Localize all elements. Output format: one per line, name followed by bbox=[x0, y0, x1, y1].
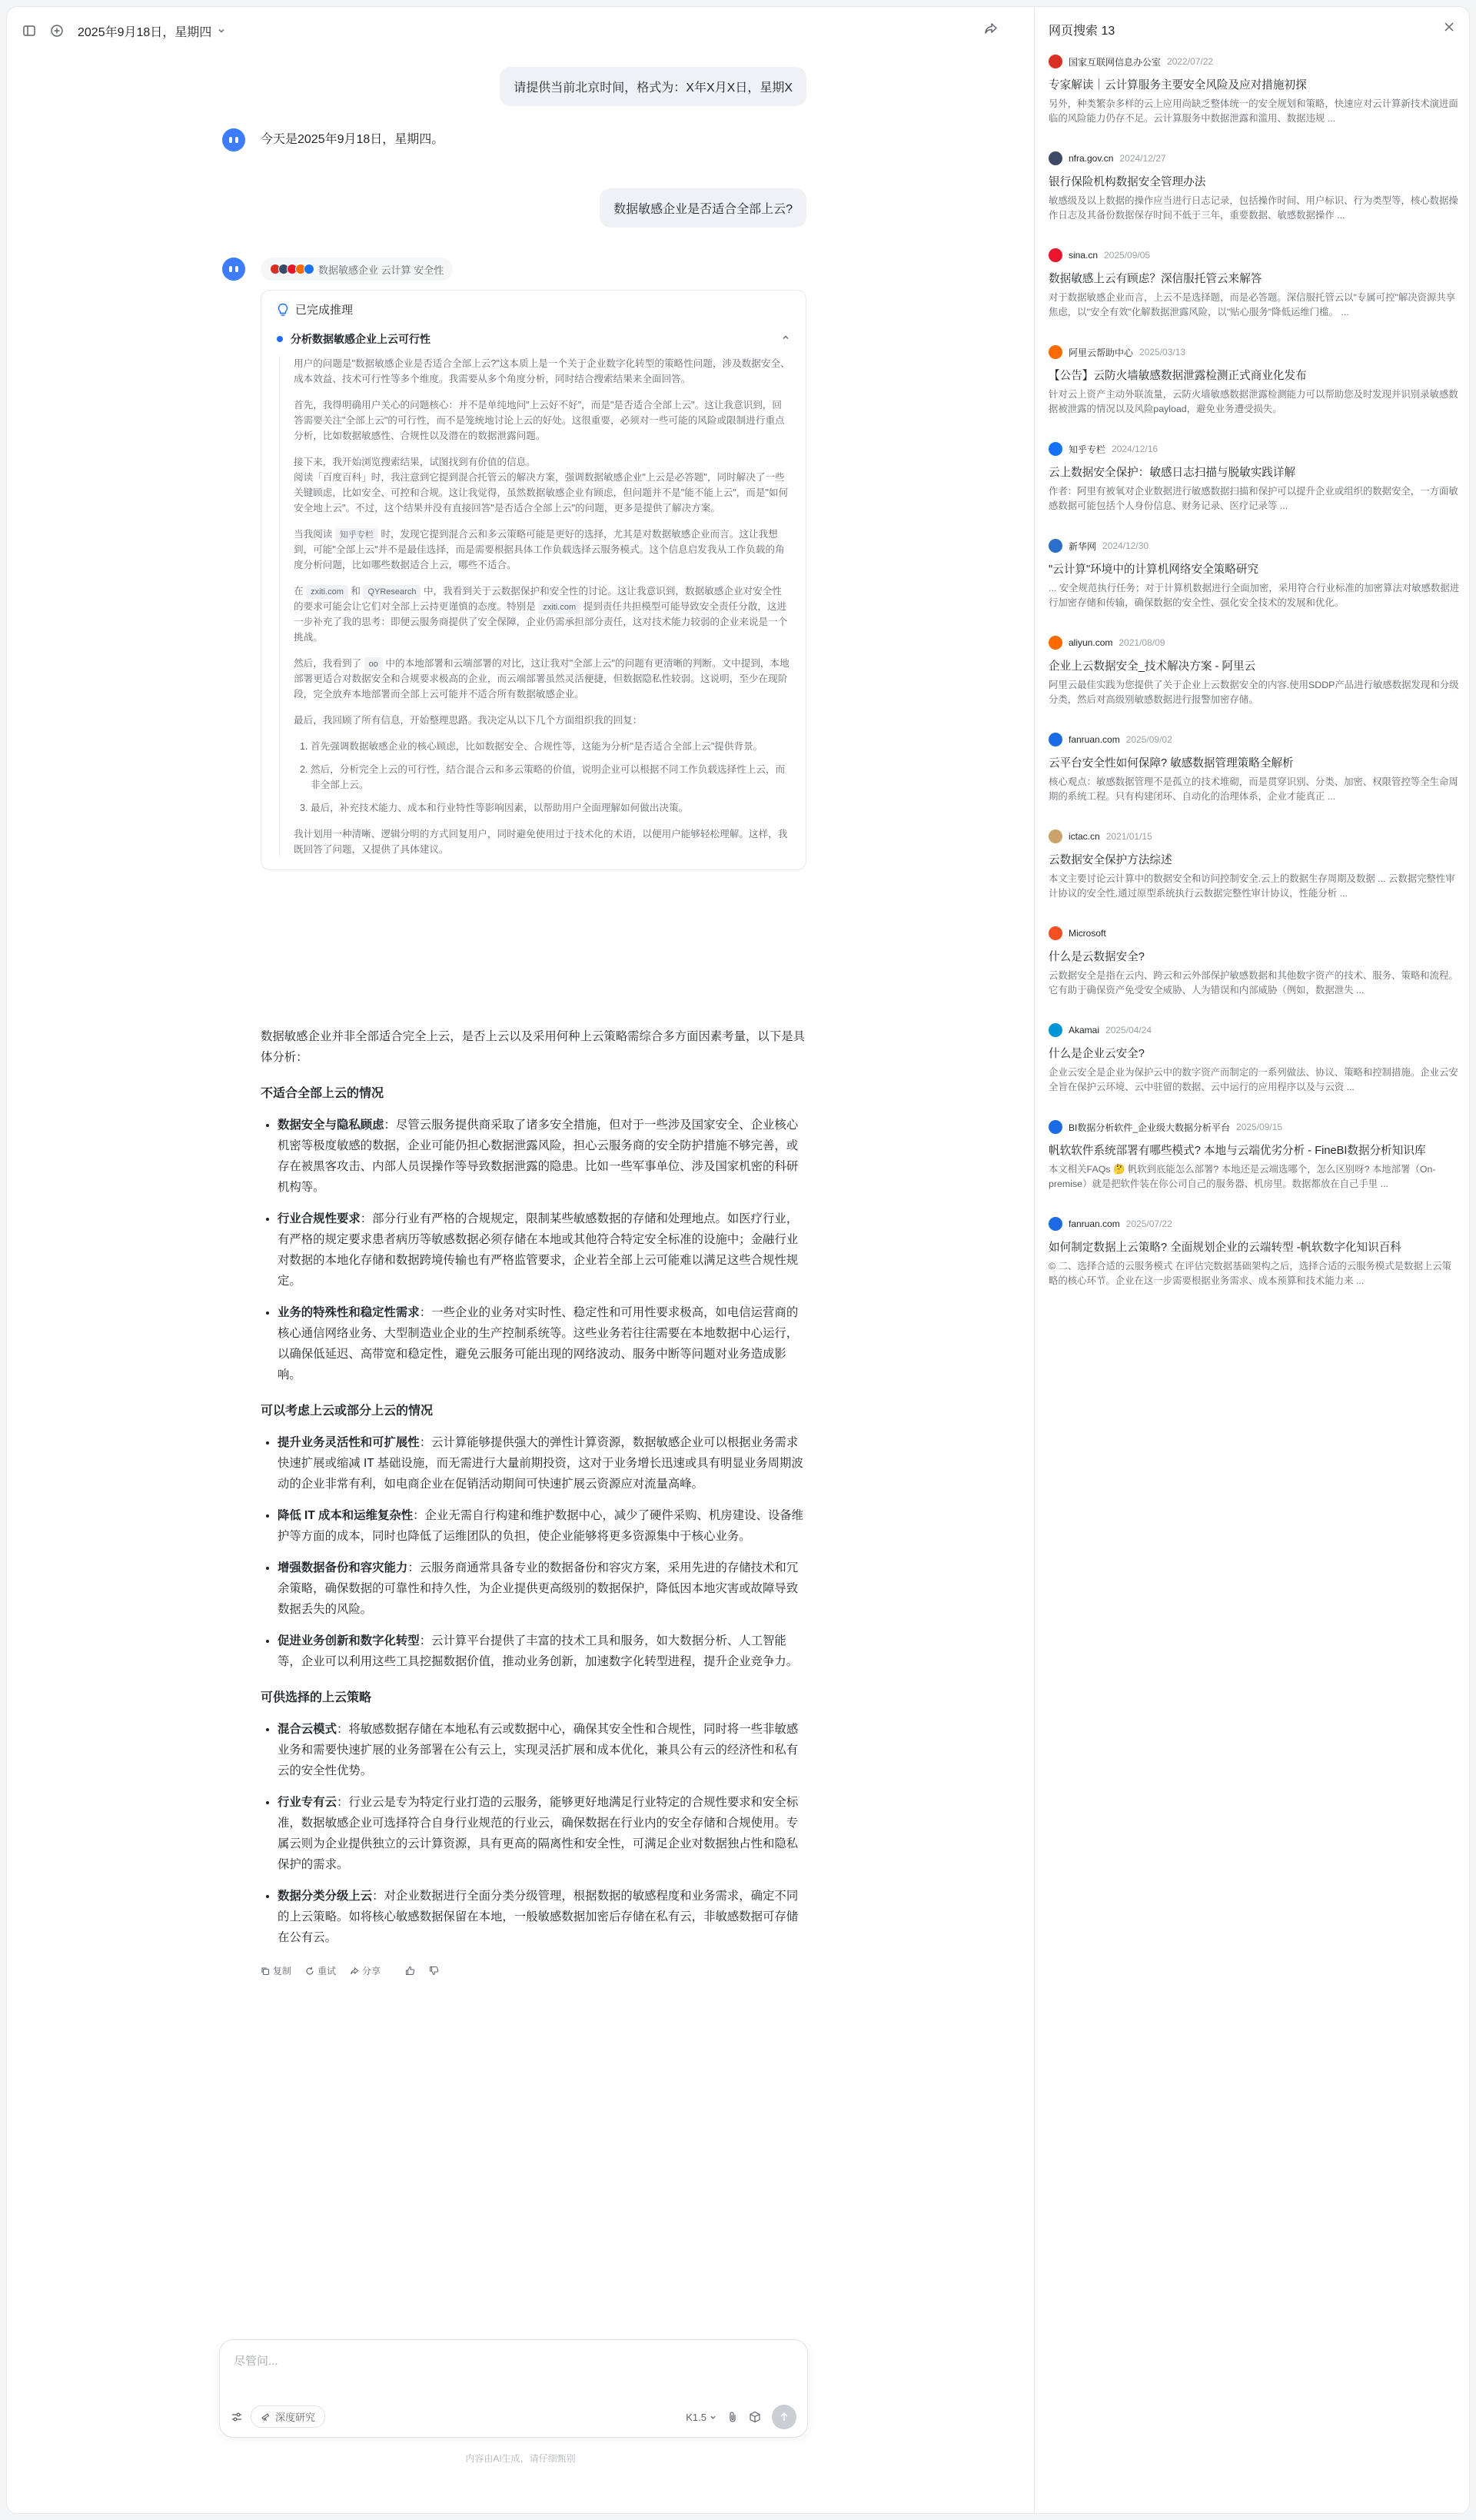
reasoning-plan-list bbox=[311, 739, 790, 816]
chat-input[interactable]: 尽管问... bbox=[234, 2355, 278, 2368]
reasoning-paragraph: 首先，我得明确用户关心的问题核心：并不是单纯地问"上云好不好"，而是"是否适合全部上云"。这让我意识到，回答需要关注"全部上云"的可行性，而不是笼统地讨论上云的好处。这很重要，必须对一些可能的风险或限制进行重点分析，比如数据敏感性、合规性以及潜在的数据泄露问题。 bbox=[294, 400, 785, 441]
result-date: 2025/07/22 bbox=[1125, 1218, 1172, 1229]
result-date: 2022/07/22 bbox=[1167, 56, 1214, 67]
model-name: K1.5 bbox=[686, 2411, 706, 2423]
result-site: 阿里云帮助中心 bbox=[1069, 347, 1134, 358]
result-meta bbox=[1049, 248, 1461, 262]
result-snippet: 核心观点：敏感数据管理不是孤立的技术堆砌，而是贯穿识别、分类、加密、权限管控等全生命周期的系统工程。只有构建闭环、自动化的治理体系，企业才能真正 ... bbox=[1049, 776, 1458, 802]
reasoning-step-title: 分析数据敏感企业上云可行性 bbox=[291, 333, 430, 345]
list-item bbox=[278, 1432, 806, 1494]
result-title[interactable]: 帆软软件系统部署有哪些模式? 本地与云端优劣分析 - FineBI数据分析知识库 bbox=[1049, 1145, 1426, 1157]
assistant-answer bbox=[261, 1026, 806, 1959]
search-result[interactable] bbox=[1049, 926, 1461, 998]
item-text: ：对企业数据进行全面分类分级管理，根据数据的敏感程度和业务需求，确定不同的上云策略。如将核心敏感数据保留在本地，一般敏感数据加密后存储在私有云，非敏感数据可存储在公有云。 bbox=[278, 1890, 799, 1944]
input-right-tools bbox=[686, 2405, 796, 2429]
list-item bbox=[278, 1115, 806, 1198]
result-date: 2024/12/30 bbox=[1102, 540, 1149, 551]
list-item: 2. 然后，分析完全上云的可行性，结合混合云和多云策略的价值，说明企业可以根据不同工作负载选择性上云，而非全部上云。 bbox=[311, 762, 790, 793]
item-term: 行业专有云 bbox=[278, 1796, 337, 1809]
item-text: ：企业无需自行构建和维护数据中心，减少了硬件采购、机房建设、设备维护等方面的成本，同时也降低了运维团队的负担，使企业能够将更多资源集中于核心业务。 bbox=[278, 1509, 804, 1543]
top-bar bbox=[7, 7, 1034, 55]
result-snippet: ... 安全规范执行任务；对于计算机数据进行全面加密，采用符合行业标准的加密算法对敏感数据进行加密存储和传输，确保数据的安全性、强化安全技术的发展和优化。 bbox=[1049, 583, 1460, 608]
result-snippet: 云数据安全是指在云内、跨云和云外部保护敏感数据和其他数字资产的技术、服务、策略和流程。它有助于确保资产免受安全威胁、人为错误和内部威胁（例如，数据泄失 ... bbox=[1049, 970, 1458, 996]
list-item bbox=[278, 1208, 806, 1292]
reasoning-paragraph bbox=[294, 583, 790, 645]
result-meta bbox=[1049, 1023, 1461, 1037]
list-item bbox=[278, 1505, 806, 1547]
site-favicon-icon bbox=[1049, 345, 1062, 359]
user-message-text: 请提供当前北京时间，格式为：X年X月X日，星期X bbox=[514, 81, 793, 95]
item-text: ：云服务商通常具备专业的数据备份和容灾方案，采用先进的存储技术和冗余策略，确保数据的可靠性和持久性，为企业提供更高级别的数据保护，降低因本地灾害或故障导致数据丢失的风险。 bbox=[278, 1561, 799, 1616]
send-button[interactable] bbox=[772, 2405, 796, 2429]
item-text: ：云计算平台提供了丰富的技术工具和服务，如大数据分析、人工智能等，企业可以利用这些工具挖掘数据价值，推动业务创新，加速数字化转型进程，提升企业竞争力。 bbox=[278, 1634, 799, 1668]
result-meta bbox=[1049, 151, 1461, 165]
retry-label: 重试 bbox=[317, 1966, 337, 1976]
search-result[interactable] bbox=[1049, 1217, 1461, 1288]
text: 和 bbox=[351, 586, 361, 597]
item-text: ：一些企业的业务对实时性、稳定性和可用性要求极高，如电信运营商的核心通信网络业务、大型制造业企业的生产控制系统等。这些业务若往往需要在本地数据中心运行，以确保低延迟、高带宽和稳定性，避免云服务可能出现的网络波动、服务中断等问题对业务造成影响。 bbox=[278, 1306, 799, 1381]
result-site: ictac.cn bbox=[1069, 831, 1100, 842]
chat-area bbox=[7, 55, 1034, 2438]
result-meta bbox=[1049, 539, 1461, 553]
telescope-icon bbox=[261, 2412, 271, 2422]
thumbs-down-button[interactable] bbox=[429, 1966, 439, 1976]
list-item bbox=[278, 1631, 806, 1672]
result-date: 2025/09/15 bbox=[1236, 1122, 1283, 1132]
site-favicon-icon bbox=[1049, 829, 1062, 843]
conversation-title[interactable] bbox=[78, 22, 225, 40]
refresh-icon bbox=[305, 1966, 314, 1976]
site-favicon-icon bbox=[1049, 442, 1062, 456]
item-term: 行业合规性要求 bbox=[278, 1212, 361, 1225]
disclaimer: 内容由AI生成，请仔细甄别 bbox=[465, 2453, 576, 2464]
result-site: fanruan.com bbox=[1069, 734, 1120, 745]
result-snippet: 针对云上资产主动外联流量，云防火墙敏感数据泄露检测能力可以帮助您及时发现并识别录敏感数据被泄露的情况以及风险payload，避免业务遭受损失。 bbox=[1049, 389, 1458, 414]
reasoning-paragraph bbox=[294, 656, 790, 702]
result-date: 2021/01/15 bbox=[1105, 831, 1152, 842]
result-meta bbox=[1049, 733, 1461, 746]
source-favicons bbox=[270, 264, 312, 274]
thumbs-up-button[interactable] bbox=[405, 1966, 415, 1976]
item-text: ：行业云是专为特定行业打造的云服务，能够更好地满足行业特定的合规性要求和安全标准，数据敏感企业可选择符合自身行业规范的行业云，确保数据在行业内的安全存储和合规使用。专属云则为企业提供独立的云计算资源，具有更高的隔离性和安全性，可满足企业对数据独占性和隐私保护的需求。 bbox=[278, 1796, 799, 1871]
cube-icon[interactable] bbox=[749, 2411, 761, 2423]
share-label: 分享 bbox=[362, 1966, 381, 1976]
result-title[interactable]: 什么是云数据安全? bbox=[1049, 951, 1145, 963]
item-text: ：将敏感数据存储在本地私有云或数据中心，确保其安全性和合规性，同时将一些非敏感业务和需要快速扩展的业务部署在公有云上，实现灵活扩展和成本优化，兼具公有云的经济性和私有云的安全性优势。 bbox=[278, 1723, 799, 1777]
new-chat-icon[interactable] bbox=[50, 24, 64, 38]
result-date: 2025/09/05 bbox=[1104, 250, 1151, 261]
result-site: 国家互联网信息办公室 bbox=[1069, 56, 1162, 68]
copy-icon bbox=[261, 1966, 270, 1976]
result-site: nfra.gov.cn bbox=[1069, 153, 1114, 164]
tools-icon[interactable] bbox=[231, 2411, 243, 2423]
chevron-down-icon bbox=[710, 2414, 716, 2421]
retry-button[interactable] bbox=[305, 1964, 336, 1977]
result-title[interactable]: 企业上云数据安全_技术解决方案 - 阿里云 bbox=[1049, 660, 1256, 673]
share-icon bbox=[350, 1966, 359, 1976]
item-term: 增强数据备份和容灾能力 bbox=[278, 1561, 408, 1574]
result-snippet: 本文相关FAQs 🤔 帆软到底能怎么部署? 本地还是云端选哪个，怎么区别呀? 本地部署（On-premise）就是把软件装在你公司自己的服务器、机房里。数据都放在自己手里 ... bbox=[1049, 1164, 1436, 1189]
text: 提到责任共担模型可能导致安全责任分散，这进一步补充了我的思考：即便云服务商提供了安全保障，企业仍需承担部分责任，这对技术能力较弱的企业来说是一个挑战。 bbox=[294, 601, 788, 643]
list-item: 1. 首先强调数据敏感企业的核心顾虑，比如数据安全、合规性等，这能为分析"是否适合全部上云"提供背景。 bbox=[311, 739, 790, 754]
copy-label: 复制 bbox=[273, 1966, 292, 1976]
assistant-message-text: 今天是2025年9月18日，星期四。 bbox=[261, 133, 444, 146]
result-site: 新华网 bbox=[1069, 540, 1097, 552]
item-term: 提升业务灵活性和可扩展性 bbox=[278, 1436, 420, 1449]
result-snippet: 作者：阿里有被氧对企业数据进行敏感数据扫描和保护可以提升企业或组织的数据安全，一方面敏感数据可能包括个人身份信息、财务记录、医疗记录等 ... bbox=[1049, 486, 1458, 511]
reasoning-body bbox=[279, 356, 790, 857]
section-heading: 可以考虑上云或部分上云的情况 bbox=[261, 1405, 434, 1418]
search-result[interactable] bbox=[1049, 1023, 1461, 1095]
site-favicon-icon bbox=[1049, 539, 1062, 553]
chevron-down-icon bbox=[218, 27, 225, 35]
sources-text: 数据敏感企业 云计算 安全性 bbox=[318, 264, 444, 276]
thumbs-up-icon bbox=[405, 1966, 415, 1976]
item-text: ：部分行业有严格的合规规定，限制某些敏感数据的存储和处理地点。如医疗行业，有严格的规定要求患者病历等敏感数据必须存储在本地或其他符合特定安全标准的设施中；金融行业对数据的本地化存储和数据跨境传输也有严格监管要求，企业若全部上云可能难以满足这些合规性规定。 bbox=[278, 1212, 799, 1288]
item-text: ：尽管云服务提供商采取了诸多安全措施，但对于一些涉及国家安全、企业核心机密等极度敏感的数据，企业可能仍担心数据泄露风险，担心云服务商的安全防护措施不够完善，或存在被黑客攻击、内部人员误操作等导致数据泄露的隐患。比如一些军事单位、涉及国家机密的科研机构等。 bbox=[278, 1119, 799, 1194]
result-site: fanruan.com bbox=[1069, 1218, 1120, 1229]
section-heading: 不适合全部上云的情况 bbox=[261, 1087, 384, 1100]
reasoning-paragraph: 最后，我回顾了所有信息，开始整理思路。我决定从以下几个方面组织我的回复： bbox=[294, 715, 643, 726]
section-list bbox=[278, 1115, 806, 1385]
text: 时，发现它提到混合云和多云策略可能是更好的选择，尤其是对数据敏感企业而言。这让我想到，可能"全部上云"并不是最佳选择，而是需要根据具体工作负载选择云服务模式。这个信息启发我从工作负载的角度分析问题，比如哪些数据适合上云，哪些不适合。 bbox=[294, 529, 785, 570]
reasoning-paragraph: 用户的问题是"数据敏感企业是否适合全部上云?"这本质上是一个关于企业数字化转型的策略性问题，涉及数据安全、成本效益、技术可行性等多个维度。我需要从多个角度分析，同时结合搜索结果来全面回答。 bbox=[294, 358, 790, 384]
search-result[interactable] bbox=[1049, 829, 1461, 901]
reasoning-title: 已完成推理 bbox=[295, 304, 354, 317]
search-result[interactable] bbox=[1049, 248, 1461, 320]
share-icon[interactable] bbox=[983, 21, 999, 36]
result-snippet: 敏感级及以上数据的操作应当进行日志记录，包括操作时间、用户标识、行为类型等，核心数据操作日志及其备份数据保存时间不低于三年，重要数据、敏感数据操作 ... bbox=[1049, 195, 1458, 221]
result-site: 知乎专栏 bbox=[1069, 444, 1106, 455]
result-title[interactable]: 云平台安全性如何保障? 敏感数据管理策略全解析 bbox=[1049, 757, 1294, 770]
result-meta bbox=[1049, 1120, 1461, 1134]
result-date: 2025/09/02 bbox=[1125, 734, 1172, 745]
source-citation-chip[interactable]: 知乎专栏 bbox=[335, 528, 378, 542]
result-snippet: 本文主要讨论云计算中的数据安全和访问控制安全.云上的数据生存周期及数据 ... 云数据完整性审计协议的安全性.通过原型系统执行云数据完整性审计协议，性能分析 ... bbox=[1049, 873, 1455, 899]
reasoning-paragraph: 我计划用一种清晰、逻辑分明的方式回复用户，同时避免使用过于技术化的术语，以便用户能够轻松理解。这样，我既回答了问题，又提供了具体建议。 bbox=[294, 829, 788, 855]
text: 中的本地部署和云端部署的对比，这让我对"全部上云"的问题有更清晰的判断。文中提到，本地部署更适合对数据安全和合规要求极高的企业，而云端部署虽然灵活便捷，但数据隐私性较弱。这说明，至少在现阶段，完全放弃本地部署而全部上云可能并不适合所有数据敏感企业。 bbox=[294, 658, 790, 700]
result-title[interactable]: 云数据安全保护方法综述 bbox=[1049, 854, 1172, 866]
result-site: Akamai bbox=[1069, 1025, 1100, 1036]
text: 在 bbox=[294, 586, 304, 597]
site-favicon-icon bbox=[1049, 248, 1062, 262]
list-item bbox=[278, 1302, 806, 1385]
section-heading: 可供选择的上云策略 bbox=[261, 1691, 372, 1704]
chat-column bbox=[222, 55, 806, 2361]
result-meta bbox=[1049, 1217, 1461, 1231]
source-citation-chip[interactable]: zxiti.com bbox=[538, 600, 580, 614]
assistant-avatar bbox=[222, 128, 245, 151]
deep-research-button[interactable] bbox=[251, 2405, 325, 2428]
panel-title: 网页搜索 13 bbox=[1049, 25, 1115, 38]
item-term: 促进业务创新和数字化转型 bbox=[278, 1634, 420, 1647]
share-button[interactable] bbox=[350, 1964, 381, 1977]
result-title[interactable]: 云上数据安全保护：敏感日志扫描与脱敏实践详解 bbox=[1049, 467, 1296, 479]
model-selector[interactable] bbox=[686, 2412, 716, 2423]
result-title[interactable]: 专家解读｜云计算服务主要安全风险及应对措施初探 bbox=[1049, 79, 1307, 91]
result-meta bbox=[1049, 829, 1461, 843]
chevron-up-icon bbox=[781, 333, 790, 342]
step-dot bbox=[277, 336, 283, 342]
result-title[interactable]: 【公告】云防火墙敏感数据泄露检测正式商业化发布 bbox=[1049, 370, 1307, 382]
user-message bbox=[500, 67, 806, 106]
result-title[interactable]: 银行保险机构数据安全管理办法 bbox=[1049, 176, 1206, 188]
result-title[interactable]: 什么是企业云安全? bbox=[1049, 1048, 1145, 1060]
sources-chip[interactable] bbox=[261, 258, 453, 281]
item-text: ：云计算能够提供强大的弹性计算资源，数据敏感企业可以根据业务需求快速扩展或缩减 IT 基础设施，而无需进行大量前期投资，这对于业务增长迅速或具有明显业务周期波动的企业非常有利，如电商企业在促销活动期间可快速扩展云资源应对流量高峰。 bbox=[278, 1436, 803, 1491]
list-item: 3. 最后，补充技术能力、成本和行业特性等影响因素，以帮助用户全面理解如何做出决策。 bbox=[311, 800, 790, 816]
search-result[interactable] bbox=[1049, 442, 1461, 514]
input-left-tools bbox=[231, 2405, 325, 2428]
site-favicon-icon bbox=[1049, 733, 1062, 746]
result-date: 2024/12/16 bbox=[1112, 444, 1159, 454]
text: 然后，我看到了 bbox=[294, 658, 362, 669]
list-item bbox=[278, 1558, 806, 1620]
lightbulb-icon bbox=[277, 303, 289, 317]
search-result[interactable] bbox=[1049, 1120, 1461, 1192]
result-site: BI数据分析软件_企业级大数据分析平台 bbox=[1069, 1122, 1231, 1133]
section-list bbox=[278, 1432, 806, 1672]
site-favicon-icon bbox=[1049, 1120, 1062, 1134]
text: 中，我看到关于云数据保护和安全性的讨论。这让我意识到，数据敏感企业对安全性的要求可能会让它们对全部上云持更谨慎的态度。特别是 bbox=[294, 586, 782, 612]
result-meta bbox=[1049, 636, 1461, 650]
item-term: 混合云模式 bbox=[278, 1723, 337, 1736]
sidebar-toggle-icon[interactable] bbox=[22, 24, 36, 38]
result-meta bbox=[1049, 442, 1461, 456]
close-icon[interactable] bbox=[1443, 21, 1455, 33]
result-meta bbox=[1049, 55, 1461, 68]
result-date: 2025/04/24 bbox=[1105, 1025, 1152, 1036]
result-date: 2024/12/27 bbox=[1119, 153, 1166, 164]
search-result[interactable] bbox=[1049, 345, 1461, 417]
app-window bbox=[6, 6, 1470, 2514]
deep-research-label: 深度研究 bbox=[275, 2412, 316, 2423]
reasoning-header[interactable] bbox=[277, 301, 790, 317]
result-snippet: 阿里云最佳实践为您提供了关于企业上云数据安全的内容.使用SDDP产品进行敏感数据发现和分级分类，然后对高级别敏感数据进行报警加密存储。 bbox=[1049, 680, 1459, 705]
list-item bbox=[278, 1792, 806, 1875]
assistant-avatar bbox=[222, 258, 245, 281]
list-item bbox=[278, 1886, 806, 1948]
site-favicon-icon bbox=[1049, 1217, 1062, 1231]
result-snippet: © 二、选择合适的云服务模式 在评估完数据基础架构之后，选择合适的云服务模式是数据上云策略的核心环节。企业在这一步需要根据业务需求、成本预算和技术能力来 ... bbox=[1049, 1261, 1452, 1286]
answer-intro: 数据敏感企业并非全部适合完全上云，是否上云以及采用何种上云策略需综合多方面因素考量，以下是具体分析： bbox=[261, 1030, 805, 1064]
site-favicon-icon bbox=[1049, 151, 1062, 165]
copy-button[interactable] bbox=[261, 1964, 291, 1977]
result-title[interactable]: 数据敏感上云有顾虑？深信服托管云来解答 bbox=[1049, 273, 1262, 285]
site-favicon-icon bbox=[1049, 55, 1062, 68]
site-favicon-icon bbox=[1049, 636, 1062, 650]
item-term: 数据分类分级上云 bbox=[278, 1890, 373, 1903]
reasoning-step[interactable] bbox=[277, 331, 790, 347]
result-date: 2021/08/09 bbox=[1119, 637, 1165, 648]
item-term: 降低 IT 成本和运维复杂性 bbox=[278, 1509, 414, 1522]
search-result[interactable] bbox=[1049, 151, 1461, 223]
search-results-panel bbox=[1034, 7, 1470, 2514]
reasoning-panel bbox=[261, 290, 806, 870]
reasoning-paragraph: 接下来，我开始浏览搜索结果，试图找到有价值的信息。 阅读「百度百科」时，我注意到它提到混合托管云的解决方案，强调数据敏感企业"上云是必答题"，同时解决了一些关键顾虑，比如安全、可控和合规。这让我觉得，虽然数据敏感企业有顾虑，但问题并不是"能不能上云"，而是"如何安全地上云"。不过，这个结果并没有直接回答"是否适合全部上云"的问题，更多是提供了解决方案。 bbox=[294, 457, 789, 514]
search-result[interactable] bbox=[1049, 636, 1461, 707]
conversation-title-text: 2025年9月18日，星期四 bbox=[78, 25, 212, 39]
result-snippet: 对于数据敏感企业而言，上云不是选择题，而是必答题。深信服托管云以"专属可控"解决资源共享焦虑，以"安全有效"化解数据泄露风险，以"贴心服务"降低运维门槛。 ... bbox=[1049, 292, 1456, 317]
source-citation-chip[interactable]: QYResearch bbox=[363, 585, 421, 599]
item-term: 业务的特殊性和稳定性需求 bbox=[278, 1306, 420, 1319]
chat-input-box bbox=[219, 2339, 808, 2438]
user-message bbox=[600, 188, 806, 228]
section-list bbox=[278, 1719, 806, 1948]
message-actions bbox=[261, 1964, 439, 1977]
result-snippet: 另外，种类繁杂多样的云上应用尚缺乏整体统一的安全规划和策略，快速应对云计算新技术演进面临的风险能力仍存不足。云计算服务中数据泄露和滥用、数据违规 ... bbox=[1049, 98, 1458, 124]
search-result[interactable] bbox=[1049, 539, 1461, 610]
list-item bbox=[278, 1719, 806, 1781]
thumbs-down-icon bbox=[429, 1966, 439, 1976]
text: 当我阅读 bbox=[294, 529, 333, 540]
site-favicon-icon bbox=[1049, 926, 1062, 940]
result-date: 2025/03/13 bbox=[1139, 347, 1186, 357]
result-title[interactable]: "云计算"环境中的计算机网络安全策略研究 bbox=[1049, 564, 1259, 576]
site-favicon-icon bbox=[1049, 1023, 1062, 1037]
search-result[interactable] bbox=[1049, 55, 1461, 126]
result-site: Microsoft bbox=[1069, 928, 1106, 939]
source-citation-chip[interactable]: zxiti.com bbox=[306, 585, 348, 599]
result-snippet: 企业云安全是企业为保护云中的数字资产而制定的一系列做法、协议、策略和控制措施。企业云安全旨在保护云环境、云中驻留的数据、云中运行的应用程序以及与云资 ... bbox=[1049, 1067, 1458, 1092]
arrow-up-icon bbox=[779, 2412, 790, 2422]
source-citation-chip[interactable]: oo bbox=[364, 657, 383, 671]
result-meta bbox=[1049, 345, 1461, 359]
item-term: 数据安全与隐私顾虑 bbox=[278, 1119, 384, 1132]
result-site: sina.cn bbox=[1069, 250, 1099, 261]
user-message-text: 数据敏感企业是否适合全部上云? bbox=[613, 203, 793, 216]
result-meta bbox=[1049, 926, 1461, 940]
reasoning-paragraph bbox=[294, 527, 790, 573]
result-title[interactable]: 如何制定数据上云策略? 全面规划企业的云端转型 -帆软数字化知识百科 bbox=[1049, 1242, 1401, 1254]
attach-icon[interactable] bbox=[727, 2411, 738, 2423]
result-site: aliyun.com bbox=[1069, 637, 1113, 648]
search-result[interactable] bbox=[1049, 733, 1461, 804]
